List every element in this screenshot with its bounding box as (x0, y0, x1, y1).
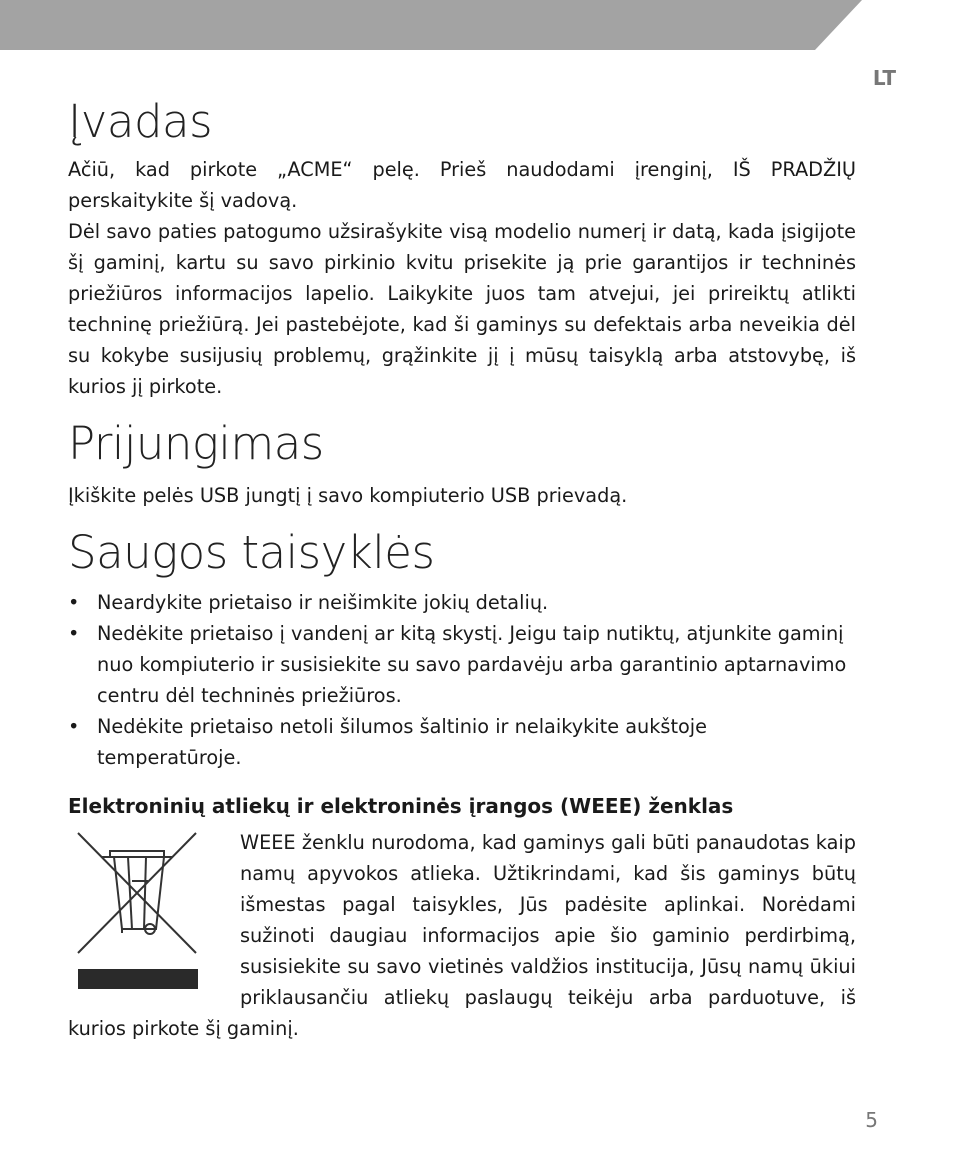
bullet: • (68, 715, 80, 738)
safety-item (68, 711, 856, 773)
safety-list (68, 587, 856, 773)
connection-heading: Prijungimas (68, 417, 324, 470)
weee-text: WEEE ženklu nurodoma, kad gaminys gali būti panaudotas kaip namų apyvokos atlieka. Užtikrindami, kad šis gaminys būtų išmestas pagal taisykles, Jūs padėsite aplinkai. Norėdami sužinoti daugiau informacijos apie šio gaminio perdirbimą, susisiekite su savo vietinės valdžios institucija, Jūsų namų ūkiui priklausančiu atliekų paslaugų teikėju arba parduotuve, iš kurios pirkote šį gaminį. (68, 831, 856, 1040)
intro-heading: Įvadas (68, 95, 213, 148)
page-number: 5 (865, 1108, 878, 1132)
safety-item (68, 587, 856, 618)
safety-item-text: Nedėkite prietaiso netoli šilumos šaltinio ir nelaikykite aukštoje temperatūroje. (97, 715, 708, 769)
bullet: • (68, 591, 80, 614)
crossed-out-wheeled-bin-icon (72, 829, 204, 989)
bullet: • (68, 622, 80, 645)
weee-section (68, 827, 856, 1044)
safety-item (68, 618, 856, 711)
safety-item-text: Neardykite prietaiso ir neišimkite jokių detalių. (97, 591, 549, 614)
header-bar (0, 0, 954, 50)
intro-paragraph-2: Dėl savo paties patogumo užsirašykite visą modelio numerį ir datą, kada įsigijote šį gaminį, kartu su savo pirkinio kvitu prisekite ją prie garantijos ir techninės priežiūros informacijos lapelio. Laikykite juos tam atvejui, jei prireiktų atlikti techninę priežiūrą. Jei pastebėjote, kad ši gaminys su defektais arba neveikia dėl su kokybe susijusių problemų, grąžinkite jį į mūsų taisyklą arba atstovybę, iš kurios jį pirkote. (68, 220, 856, 398)
intro-paragraph-1: Ačiū, kad pirkote „ACME“ pelę. Prieš naudodami įrenginį, IŠ PRADŽIŲ perskaitykite šį vadovą. (68, 158, 856, 212)
weee-heading: Elektroninių atliekų ir elektroninės įrangos (WEEE) ženklas (68, 794, 734, 818)
connection-text: Įkiškite pelės USB jungtį į savo kompiuterio USB prievadą. (68, 484, 628, 507)
language-code: LT (872, 66, 896, 90)
main-content (68, 92, 856, 1044)
safety-item-text: Nedėkite prietaiso į vandenį ar kitą skystį. Jeigu taip nutiktų, atjunkite gaminį nuo kompiuterio ir susisiekite su savo pardavėju arba garantinio aptarnavimo centru dėl techninės priežiūros. (97, 622, 847, 707)
safety-heading: Saugos taisyklės (68, 526, 435, 579)
